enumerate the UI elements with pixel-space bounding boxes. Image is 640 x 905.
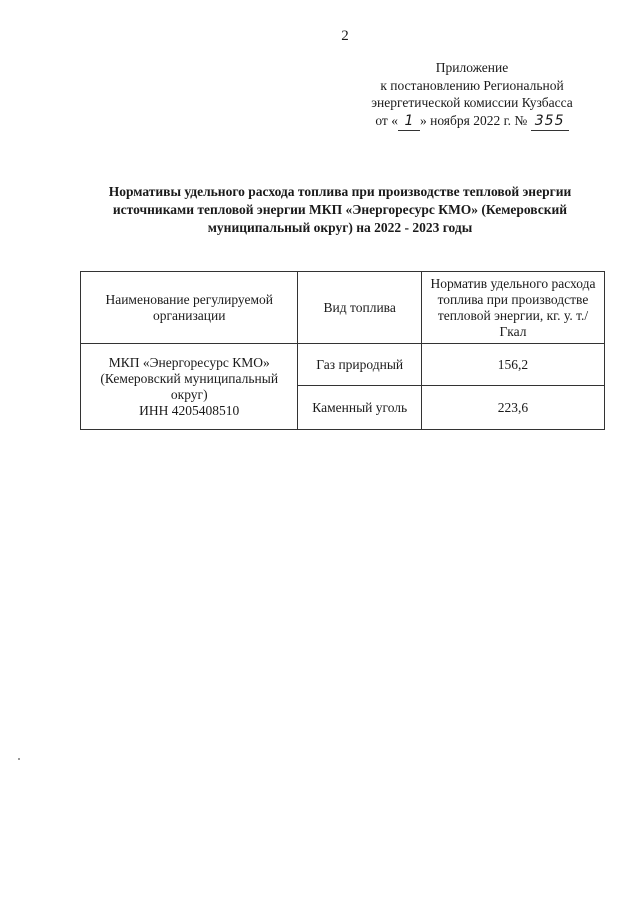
norm-value-cell: 156,2	[421, 344, 604, 386]
appendix-line-2: к постановлению Региональной	[380, 77, 564, 93]
document-title	[60, 183, 620, 237]
norms-table	[80, 271, 605, 430]
title-line-2: источниками тепловой энергии МКП «Энергоресурс КМО» (Кемеровский	[112, 202, 568, 217]
header-organization: Наименование регулируемой организации	[81, 272, 298, 344]
appendix-line-1: Приложение	[435, 60, 509, 75]
handwritten-day: 1	[398, 113, 420, 132]
organization-name: МКП «Энергоресурс КМО»	[108, 354, 270, 370]
date-prefix: от «	[375, 112, 398, 128]
title-line-1: Нормативы удельного расхода топлива при производстве тепловой энергии	[108, 184, 572, 199]
appendix-block	[342, 59, 602, 131]
appendix-line-3: энергетической комиссии Кузбасса	[371, 95, 573, 110]
organization-inn: ИНН 4205408510	[139, 402, 240, 418]
table-row	[81, 344, 605, 386]
fuel-cell: Газ природный	[298, 344, 421, 386]
organization-district: (Кемеровский муниципальный округ)	[100, 370, 279, 402]
norm-value-cell: 223,6	[421, 386, 604, 430]
scan-speck	[18, 758, 20, 760]
header-norm: Норматив удельного расхода топлива при производстве тепловой энергии, кг. у. т./Гкал	[421, 272, 604, 344]
organization-cell	[81, 344, 298, 430]
fuel-cell: Каменный уголь	[298, 386, 421, 430]
appendix-date-line	[342, 112, 602, 132]
handwritten-doc-number: 355	[531, 113, 569, 132]
header-fuel: Вид топлива	[298, 272, 421, 344]
table-header-row	[81, 272, 605, 344]
date-suffix: » ноября 2022 г. №	[419, 112, 528, 128]
page-number: 2	[341, 28, 349, 44]
title-line-3: муниципальный округ) на 2022 - 2023 годы	[207, 220, 473, 235]
